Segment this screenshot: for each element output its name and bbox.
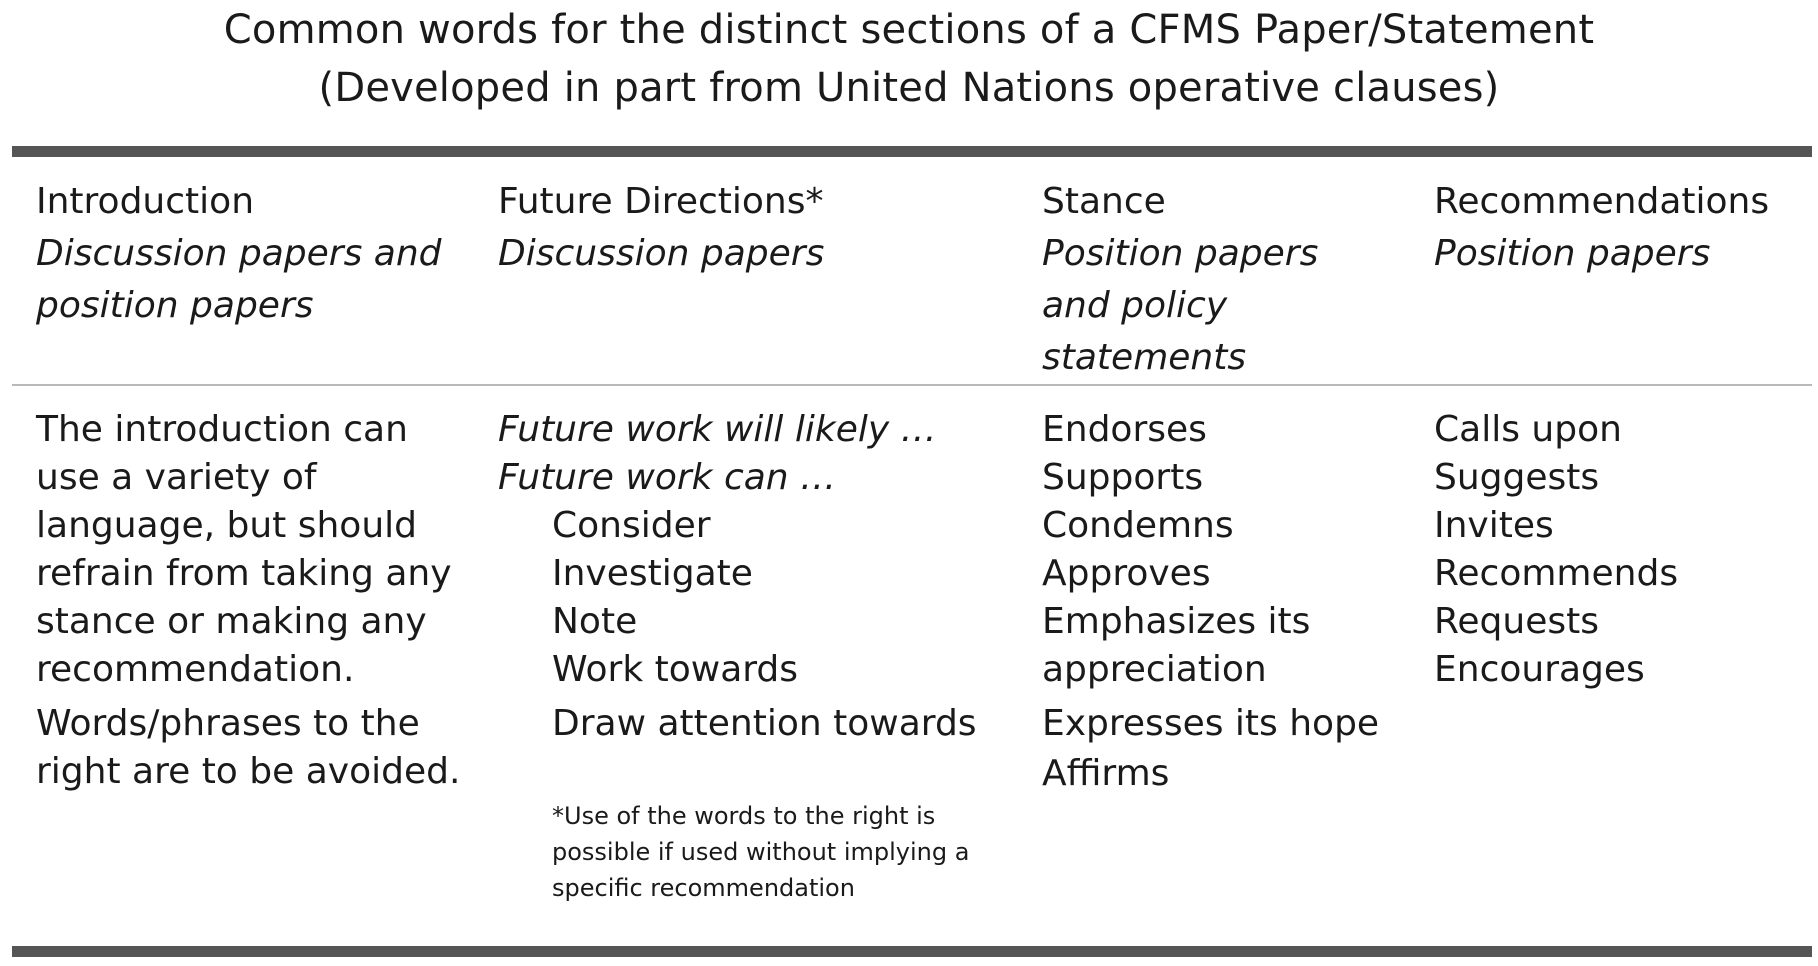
list-item: Work towards [552, 649, 799, 690]
header-divider [12, 384, 1812, 386]
table-title: Common words for the distinct sections of a CFMS Paper/Statement [223, 7, 1595, 53]
body-line: stance or making any [36, 601, 427, 642]
body-line: The introduction can [36, 409, 408, 450]
future-work-phrase: Future work can … [498, 457, 837, 498]
column-header-future-directions [498, 176, 824, 280]
column-heading: Introduction [36, 181, 255, 222]
footnote [552, 798, 992, 906]
column-header-recommendations [1434, 176, 1769, 280]
top-rule [12, 146, 1812, 157]
bottom-rule [12, 946, 1812, 957]
list-item: Encourages [1434, 649, 1645, 690]
list-item: Consider [552, 505, 711, 546]
list-item: Requests [1434, 601, 1599, 642]
column-header-stance [1042, 176, 1318, 384]
list-item: Suggests [1434, 457, 1600, 498]
column-heading: Stance [1042, 181, 1166, 222]
column-subheading-line: Position papers [1434, 233, 1711, 274]
column-heading: Future Directions* [498, 181, 824, 222]
footnote-line: specific recommendation [552, 874, 855, 902]
list-item: Recommends [1434, 553, 1679, 594]
list-item: Calls upon [1434, 409, 1622, 450]
column-subheading-line: position papers [36, 285, 314, 326]
column-subheading-line: Discussion papers and [36, 233, 442, 274]
list-item: Expresses its hope [1042, 703, 1380, 744]
list-item: Supports [1042, 457, 1204, 498]
footnote-line: possible if used without implying a [552, 838, 970, 866]
body-line: use a variety of [36, 457, 317, 498]
list-item: Invites [1434, 505, 1554, 546]
list-item: Draw attention towards [552, 703, 977, 744]
footnote-line: *Use of the words to the right is [552, 802, 936, 830]
list-item: Endorses [1042, 409, 1207, 450]
column-body-introduction [36, 406, 460, 796]
list-item: Note [552, 601, 638, 642]
column-subheading-line: Position papers [1042, 233, 1319, 274]
list-item: Condemns [1042, 505, 1234, 546]
column-subheading-line: and policy [1042, 285, 1228, 326]
column-subheading-line: Discussion papers [498, 233, 825, 274]
column-body-future-directions [498, 406, 977, 748]
future-work-phrase: Future work will likely … [498, 409, 937, 450]
list-item: Approves [1042, 553, 1211, 594]
avoid-note-line: Words/phrases to the [36, 703, 420, 744]
list-item: Investigate [552, 553, 753, 594]
column-body-stance [1042, 406, 1379, 798]
list-item: appreciation [1042, 649, 1267, 690]
body-line: recommendation. [36, 649, 355, 690]
body-line: refrain from taking any [36, 553, 452, 594]
list-item: Emphasizes its [1042, 601, 1311, 642]
table-subtitle: (Developed in part from United Nations operative clauses) [318, 65, 1500, 111]
avoid-note-line: right are to be avoided. [36, 751, 461, 792]
body-line: language, but should [36, 505, 417, 546]
column-body-recommendations [1434, 406, 1678, 694]
column-subheading-line: statements [1042, 337, 1247, 378]
column-heading: Recommendations [1434, 181, 1770, 222]
list-item: Affirms [1042, 753, 1170, 794]
column-header-introduction [36, 176, 442, 332]
